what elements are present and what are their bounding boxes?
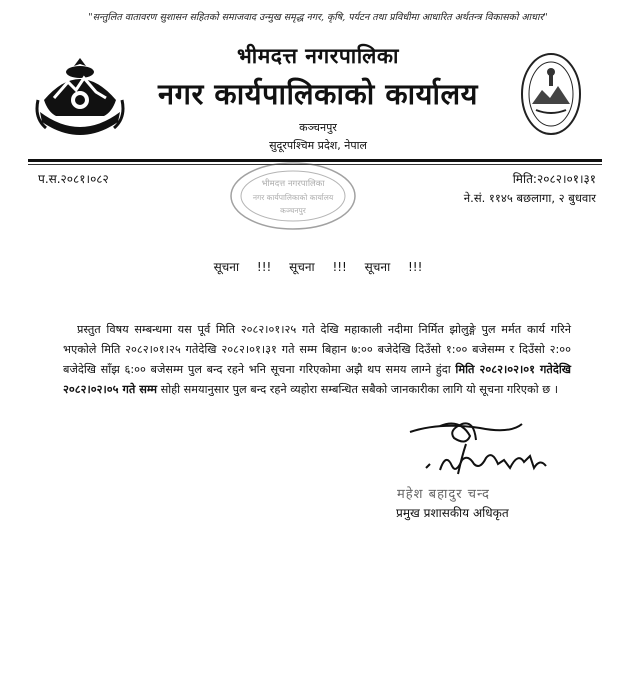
notice-body-part-1: प्रस्तुत विषय सम्बन्धमा यस पूर्व मिति २०८२।०१।२५ गते देखि महाकाली नदीमा निर्मित झोलुङ्गे पुल मर्मत कार्य गरिने भएकोले मिति २०८२।०१।२५ गतेदेखि २०८२।०१।३१ गते सम्म बिहान ७:०० बजेदेखि दिउँसो १:०० बजेसम्म र दिउँसो २:०० बजेदेखि साँझ ६:०० बजेसम्म पुल बन्द रहने भनि सूचना गरिएकोमा अझै थप समय लाग्ने हुंदा <box>63 323 571 376</box>
province-country: सुदूरपश्चिम प्रदेश, नेपाल <box>269 139 367 152</box>
stamp-text-3: कञ्चनपुर <box>280 206 306 215</box>
notice-heading: सूचना !!! सूचना !!! सूचना !!! <box>213 260 423 274</box>
district: कञ्चनपुर <box>299 121 337 134</box>
notice-body-part-2: सोही समयानुसार पुल बन्द रहने व्यहोरा सम्बन्धित सबैको जानकारीका लागि यो सूचना गरिएको छ । <box>157 383 558 396</box>
reference-number: प.स.२०८१।०८२ <box>38 172 109 186</box>
notice-body-bold-dates: मिति २०८२।०२।०१ गतेदेखि २०८२।०२।०५ गते सम्म <box>63 363 571 396</box>
office-name: नगर कार्यपालिकाको कार्यालय <box>158 77 478 111</box>
notice-body <box>63 320 571 400</box>
signer-title: प्रमुख प्रशासकीय अधिकृत <box>396 506 509 520</box>
office-stamp <box>228 160 358 232</box>
stamp-text-1: भीमदत्त नगरपालिका <box>261 179 325 189</box>
nepal-sambat-date: ने.सं. ११४५ बछलागा, २ बुधवार <box>463 191 596 205</box>
stamp-text-2: नगर कार्यपालिकाको कार्यालय <box>252 193 334 202</box>
handwritten-signature <box>400 416 560 486</box>
signer-name: महेश बहादुर चन्द <box>397 487 490 502</box>
slogan: "सन्तुलित वातावरण सुशासन सहितको समाजवाद उन्मुख समृद्ध नगर, कृषि, पर्यटन तथा प्रविधीमा आधारित अर्थतन्त्र विकासको आधार" <box>88 12 548 23</box>
municipality-name: भीमदत्त नगरपालिका <box>237 44 399 68</box>
date: मिति:२०८२।०१।३१ <box>512 172 596 186</box>
